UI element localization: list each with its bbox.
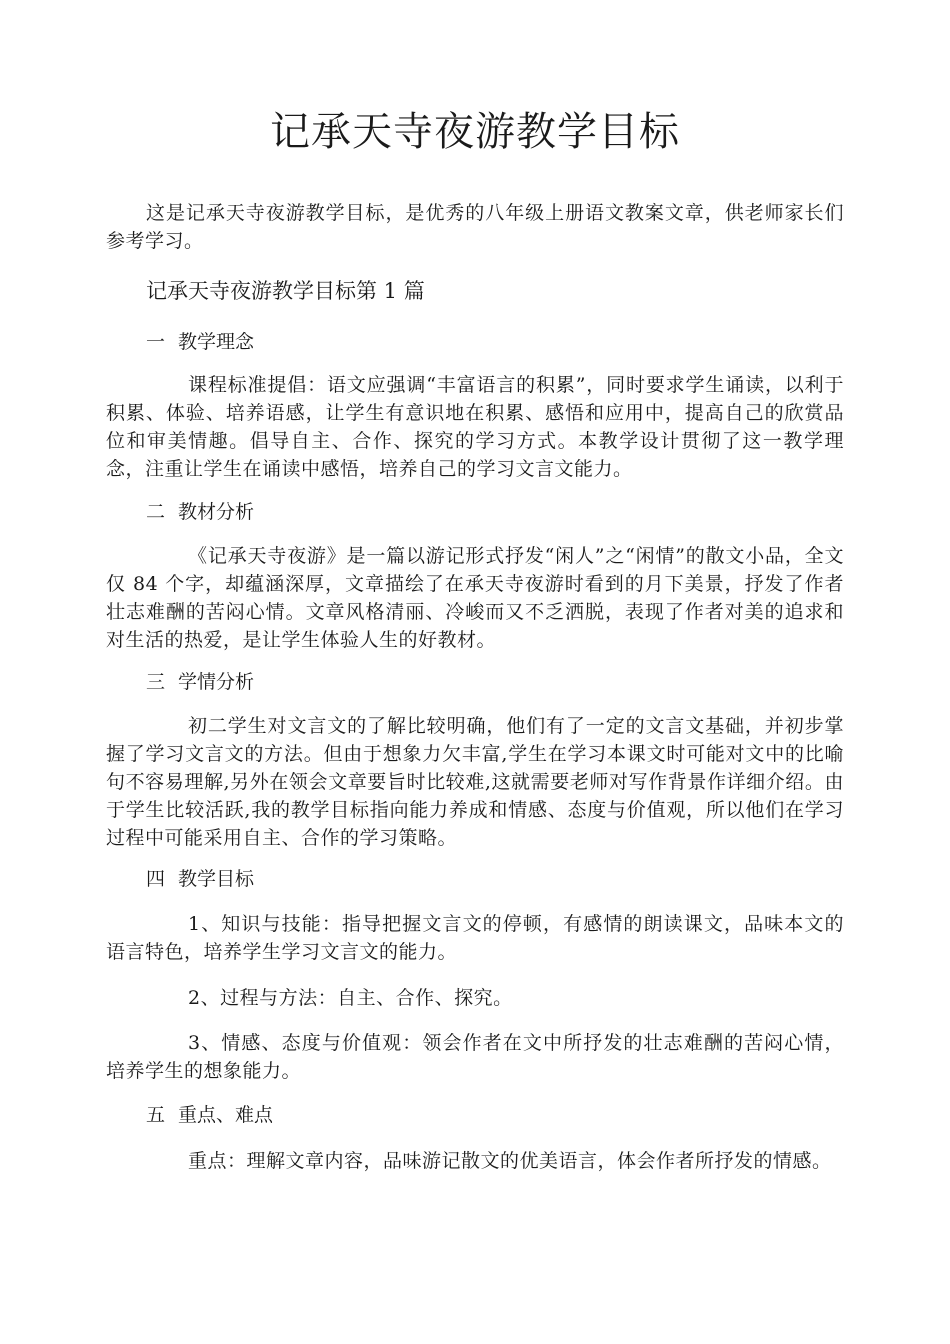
section-5-paragraph: 重点：理解文章内容，品味游记散文的优美语言，体会作者所抒发的情感。 [188, 1150, 832, 1172]
section-heading-text: 教学理念 [178, 331, 255, 353]
section-heading-text: 教学目标 [178, 868, 255, 890]
section-heading-1 [146, 328, 254, 356]
section-heading-5 [146, 1101, 273, 1129]
section-heading-3 [146, 668, 254, 696]
section-4-paragraph-3: 3、情感、态度与价值观：领会作者在文中所抒发的壮志难酬的苦闷心情，培养学生的想象能力。 [106, 1032, 844, 1082]
section-number: 二 [146, 501, 166, 523]
section-3-paragraph: 初二学生对文言文的了解比较明确，他们有了一定的文言文基础，并初步掌握了学习文言文的方法。但由于想象力欠丰富,学生在学习本课文时可能对文中的比喻句不容易理解,另外在领会文章要旨时比较难,这就需要老师对写作背景作详细介绍。由于学生比较活跃,我的教学目标指向能力养成和情感、态度与价值观，所以他们在学习过程中可能采用自主、合作的学习策略。 [106, 715, 844, 849]
section-heading-2 [146, 498, 254, 526]
section-number: 四 [146, 868, 166, 890]
section-4-paragraph-1: 1、知识与技能：指导把握文言文的停顿，有感情的朗读课文，品味本文的语言特色，培养学生学习文言文的能力。 [106, 913, 844, 963]
section-heading-4 [146, 865, 254, 893]
document-title: 记承天寺夜游教学目标 [270, 109, 680, 155]
section-2-paragraph: 《记承天寺夜游》是一篇以游记形式抒发“闲人”之“闲情”的散文小品，全文仅 84 个字，却蕴涵深厚，文章描绘了在承天寺夜游时看到的月下美景，抒发了作者壮志难酬的苦闷心情。文章风格清丽、冷峻而又不乏洒脱，表现了作者对美的追求和对生活的热爱，是让学生体验人生的好教材。 [106, 545, 844, 651]
section-heading-text: 重点、难点 [178, 1104, 274, 1126]
section-number: 一 [146, 331, 166, 353]
section-4-paragraph-2: 2、过程与方法：自主、合作、探究。 [188, 987, 513, 1009]
section-heading-text: 教材分析 [178, 501, 255, 523]
section-heading-text: 学情分析 [178, 671, 255, 693]
intro-paragraph: 这是记承天寺夜游教学目标，是优秀的八年级上册语文教案文章，供老师家长们参考学习。 [106, 202, 844, 252]
section-number: 三 [146, 671, 166, 693]
section-1-paragraph: 课程标准提倡：语文应强调“丰富语言的积累”，同时要求学生诵读，以利于积累、体验、培养语感，让学生有意识地在积累、感悟和应用中，提高自己的欣赏品位和审美情趣。倡导自主、合作、探究的学习方式。本教学设计贯彻了这一教学理念，注重让学生在诵读中感悟，培养自己的学习文言文能力。 [106, 374, 844, 480]
section-number: 五 [146, 1104, 166, 1126]
article-title: 记承天寺夜游教学目标第 1 篇 [146, 279, 425, 303]
